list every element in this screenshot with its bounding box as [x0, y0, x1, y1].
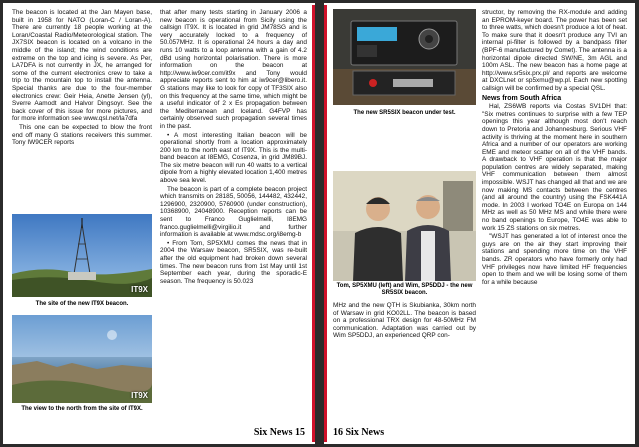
- it9x-site-photo: [12, 214, 152, 297]
- view-north-photo: [12, 315, 152, 403]
- right-page: [324, 3, 635, 444]
- page-edge-stripe: [312, 5, 315, 442]
- right-col1-text: [333, 302, 476, 341]
- paragraph: that after many tests starting in January 2006 a new beacon is operational from Sicily using the callsign IT9X. It is located in grid JM78SG and is very accurately locked to a frequency of 50.057MHz. It is operational 24 hours a day and runs 10 watts to a loop antenna with a gain of 4.2 dBd using horizontal polarisation. There is more information on the beacon at http://www.iw9cer.com/it9x and Tony would appreciate reports sent to him at iw9cer@libero.it. G stations may like to look for copy of TF3SIX also on this frequency at the same time, which might be a useful indicator of 2 x Es propagation between the Mediterranean and Iceland. G4FVP has certainly observed such propagation several times in the past.: [160, 9, 307, 130]
- photo-watermark: IT9X: [131, 391, 148, 400]
- paragraph: "WSJT has generated a lot of interest once the guys are on the air they start improving their stations and spending more time on the VHF bands. ZR operators who have formerly only had VHF privileges now have limited HF frequencies open to them and we will be losing some of them for a while because: [482, 233, 627, 286]
- page-footer: 16 Six News: [333, 427, 385, 438]
- photo-caption: The site of the new IT9X beacon.: [35, 301, 129, 307]
- left-col2-text: [160, 9, 307, 286]
- photo-caption: Tom, SP5XMU (left) and Wim, SP5DDJ - the new SR5SIX beacon.: [336, 283, 473, 296]
- paragraph: Hal, ZS6WB reports via Costas SV1DH that: "Six metres continues to surprise with a few TEP openings this year although most don't reach down to Pretoria and Johannesburg. Serious VHF activity is thriving at the moment here in southern Africa and a number of our operators are working EME and meteor scatter on all of the VHF bands. A drawback to VHF operation is that the major population centres are widely separated, making VHF communication between them almost impossible. WSJT has changed all that and we are now making MS contacts between the centres (and all around the country) using the FSK441A mode. In 2003 I worked TO4E on Europa on 144 MHz as well as 50 MHz MS and while there were no band openings to Europe, TO4E was able to work 15 ZS stations on six metres.: [482, 103, 627, 232]
- paragraph: MHz and the new QTH is Skubianka, 30km north of Warsaw in grid KO02LL. The beacon is based on a professional TRX design for 48-50MHz FM communication. Adaptation was carried out by Wim SP5DDJ, an experienced QRP con-: [333, 302, 476, 340]
- page-footer: Six News 15: [253, 427, 305, 438]
- operators-photo: [333, 171, 476, 281]
- sr5six-beacon-photo: [333, 9, 476, 105]
- photo-caption: The new SR5SIX beacon under test.: [353, 110, 456, 116]
- paragraph: The beacon is part of a complete beacon project which transmits on 28185, 50056, 144482, 432442, 1296900, 2320900, 5760900 (under construction), 10368900, 24048900. Reception reports can be sent to Franco Guglielmelli, I8EMG franco.guglielmelli@virgilio.it and further information is available at www.mdsc.org/i8emg-b: [160, 185, 307, 239]
- left-page: [3, 3, 315, 444]
- paragraph: • A most interesting Italian beacon will be operational shortly from a location approximately 200 km to the north east of IT9X. This is the multi-band beacon at I8EMG, Cosenza, in grid JM89BJ. The six metre beacon will run 40 watts to a vertical dipole from a highly elevated location 1,400 metres above sea level.: [160, 131, 307, 185]
- page-edge-stripe: [324, 5, 327, 442]
- photo-caption: The view to the north from the site of IT9X.: [21, 406, 143, 412]
- paragraph: • From Tom, SP5XMU comes the news that in 2004 the Warsaw beacon, SR5SIX, was re-built after the old equipment had broken down several times. The new beacon runs from 1st May until 1st September each year, during the sporadic-E season. The frequency is 50.023: [160, 239, 307, 285]
- photo-watermark: IT9X: [131, 285, 148, 294]
- right-col2-text: [482, 9, 627, 287]
- left-col1-text: [12, 9, 152, 148]
- paragraph: structor, by removing the RX-module and adding an EPROM-keyer board. The power has been set to three watts, which doesn't produce a lot of heat. To make sure that it doesn't produce any TVI an internal pi-filter is followed by a bandpass filter (BPF-6 manufactured by Comet). The antenna is a horizontal dipole directed SW/NE, 3m AGL and 100m ASL. The new beacon has a home page at http://www.sr5six.prx.pl/ and reports are welcome at DXCLnet or sp5xmu@wp.pl. Each new spotting callsign will be confirmed by a special QSL.: [482, 9, 627, 92]
- section-heading: News from South Africa: [482, 94, 562, 102]
- paragraph: This one can be expected to blow the front end off many G stations receivers this summer. Tony IW9CER reports: [12, 123, 152, 147]
- paragraph: The beacon is located at the Jan Mayen base, built in 1958 for NATO (Loran-C / Loran-A). There are currently 18 people working at the Loran/Coastal Radio/Meteorological station. The JX7SIX beacon is located on a volcano in the middle of the island; the wind conditions are extreme on the top and icing is severe. As Per, LA7DFA is not currently in JX, he arranged for some of the current electronics crew to take a trip to the mountain top to install the antenna. Special thanks are due to the four-member electronics crew: Geir Heia, Anette Jensen (yl), Sverre Aamodt and Halvor Dingsoyr. See the back cover of this issue for more pictures, and for more information see www.qsl.net/la7dfa: [12, 9, 152, 123]
